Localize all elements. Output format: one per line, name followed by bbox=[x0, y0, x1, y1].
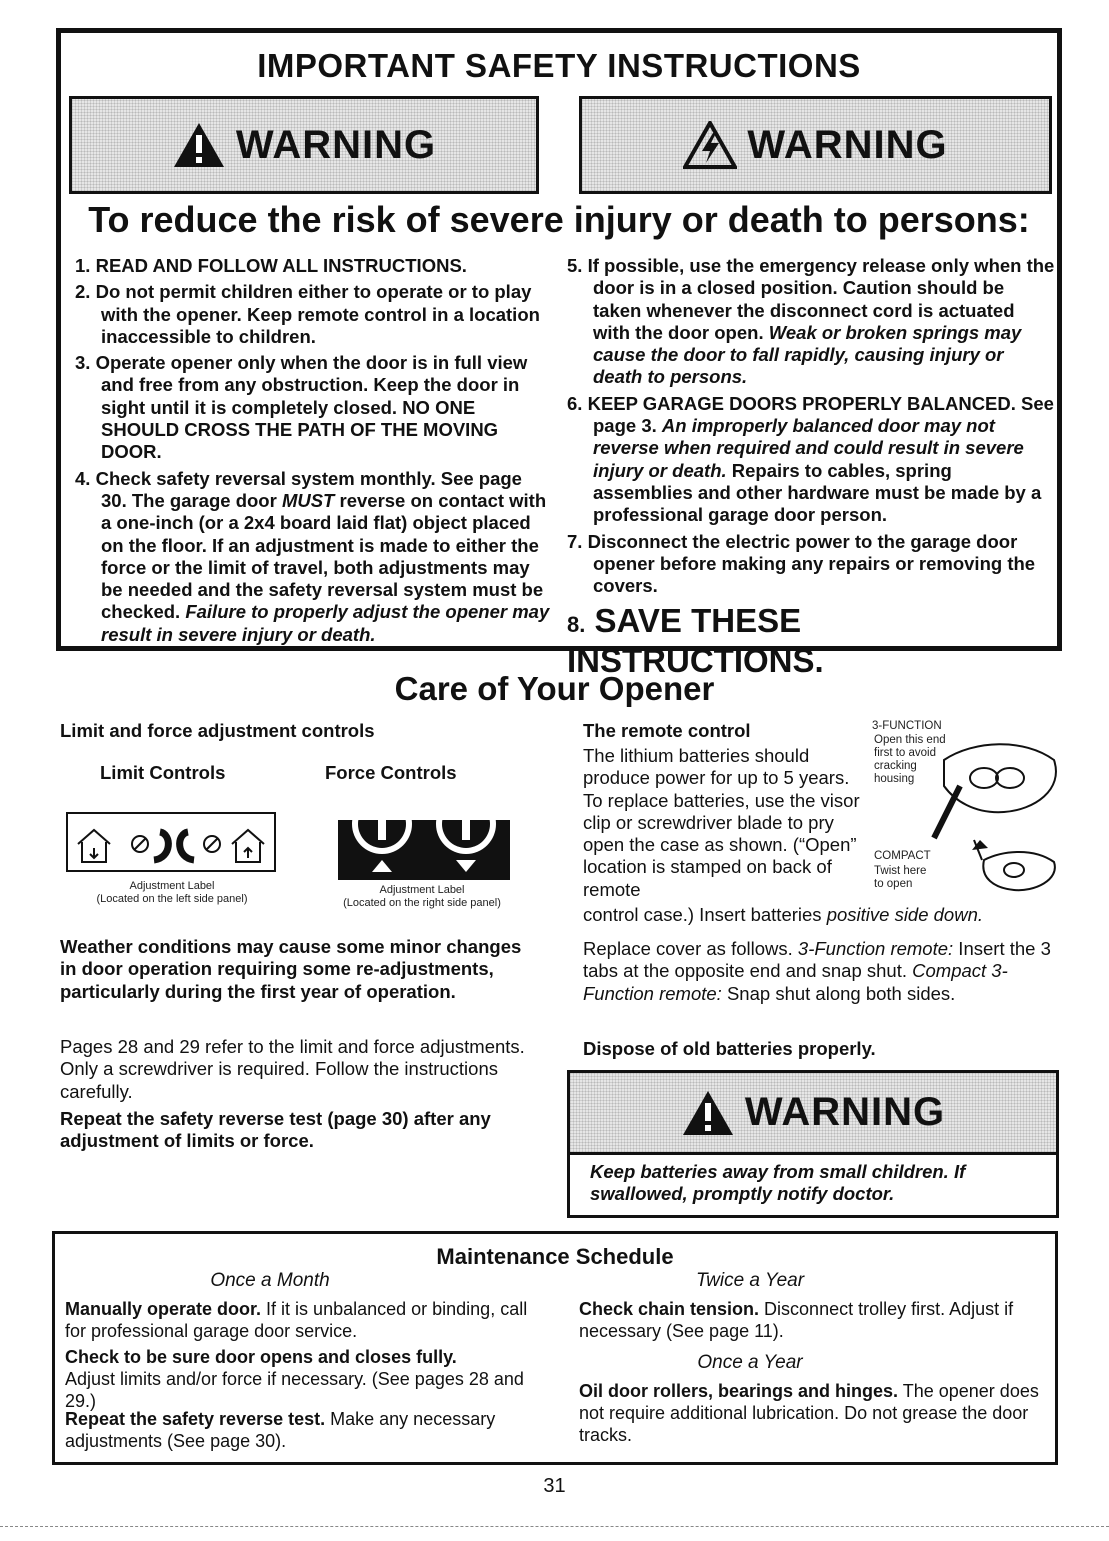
repeat-test-note: Repeat the safety reverse test (page 30) after any adjustment of limits or force. bbox=[60, 1108, 491, 1152]
force-adjustment-label bbox=[338, 820, 510, 880]
maintenance-schedule-box bbox=[52, 1231, 1058, 1465]
bottom-divider bbox=[0, 1526, 1109, 1527]
replace-cover-text: Replace cover as follows. 3-Function remote: Insert the 3 tabs at the opposite end and snap shut. Compact 3-Function remote: Snap shut along both sides. bbox=[583, 938, 1051, 1004]
label-housing: housing bbox=[874, 773, 915, 785]
safety-item-7: 7. Disconnect the electric power to the garage door opener before making any repairs or removing the covers. bbox=[567, 530, 1036, 597]
safety-item-4: 4. Check safety reversal system monthly. See page 30. The garage door MUST reverse on contact with a one-inch (or a 2x4 board laid flat) object placed on the floor. If an adjustment is made to either the force or the limit of travel, both adjustments may be needed and the safety reversal system must be checked. Failure to properly adjust the opener may result in severe injury or death. bbox=[75, 467, 550, 645]
label-cracking: cracking bbox=[874, 760, 917, 772]
warning-banner-left bbox=[69, 96, 539, 194]
safety-list-right bbox=[567, 255, 1055, 683]
battery-warning-banner bbox=[570, 1073, 1056, 1155]
dispose-batteries-note: Dispose of old batteries properly. bbox=[583, 1038, 876, 1059]
limit-caption: Adjustment Label (Located on the left side panel) bbox=[96, 880, 248, 905]
label-first-to-avoid: first to avoid bbox=[874, 747, 936, 759]
safety-item-1: 1. READ AND FOLLOW ALL INSTRUCTIONS. bbox=[75, 255, 467, 276]
battery-warning-label: WARNING bbox=[744, 1090, 946, 1134]
maintenance-item-opens-closes: Check to be sure door opens and closes fully. Adjust limits and/or force if necessary. (See pages 28 and 29.) bbox=[65, 1347, 524, 1411]
warning-banner-right bbox=[579, 96, 1052, 194]
warning-triangle-icon bbox=[172, 121, 226, 169]
limit-controls-icon bbox=[68, 814, 274, 870]
warning-triangle-icon bbox=[681, 1089, 735, 1137]
electric-hazard-icon bbox=[683, 121, 737, 169]
weather-note: Weather conditions may cause some minor changes in door operation requiring some re-adjustments, particularly during the first year of operation. bbox=[60, 936, 522, 1002]
force-controls-label: Force Controls bbox=[325, 762, 457, 783]
force-controls-icon bbox=[338, 820, 510, 880]
once-a-month-heading: Once a Month bbox=[210, 1270, 330, 1291]
adjustment-pages-note: Pages 28 and 29 refer to the limit and force adjustments. Only a screwdriver is required. Follow the instructions carefully. bbox=[60, 1036, 525, 1102]
battery-warning-box bbox=[567, 1070, 1059, 1218]
safety-list-left bbox=[75, 255, 551, 650]
safety-item-3: 3. Operate opener only when the door is in full view and free from any obstruction. Keep the door in sight until it is completely closed. NO ONE SHOULD CROSS THE PATH OF THE MOVING DOOR. bbox=[75, 352, 528, 463]
remote-control-text: The lithium batteries should produce power for up to 5 years. To replace batteries, use the visor clip or screwdriver blade to pry open the case as shown. (“Open” location is stamped on back of remote bbox=[583, 745, 860, 900]
limit-force-heading: Limit and force adjustment controls bbox=[60, 720, 375, 741]
page-number: 31 bbox=[543, 1475, 566, 1497]
remote-illustration bbox=[864, 720, 1064, 900]
maintenance-item-oil: Oil door rollers, bearings and hinges. The opener does not require additional lubrication. Do not grease the door tracks. bbox=[579, 1381, 1039, 1445]
label-to-open: to open bbox=[874, 878, 913, 890]
force-caption: Adjustment Label (Located on the right side panel) bbox=[343, 884, 501, 909]
warning-label-right: WARNING bbox=[747, 122, 948, 167]
safety-title: IMPORTANT SAFETY INSTRUCTIONS bbox=[257, 47, 861, 84]
label-3-function: 3-FUNCTION bbox=[872, 720, 942, 732]
safety-instructions-box bbox=[56, 28, 1062, 680]
limit-controls-label: Limit Controls bbox=[100, 762, 226, 783]
safety-item-5: 5. If possible, use the emergency release only when the door is in a closed position. Caution should be taken whenever the disconnect cord is actuated with the door open. Weak or broken springs may cause the door to fall rapidly, causing injury or death to persons. bbox=[567, 255, 1055, 388]
maintenance-item-manual: Manually operate door. If it is unbalanced or binding, call for professional garage door service. bbox=[65, 1299, 528, 1341]
maintenance-item-chain: Check chain tension. Disconnect trolley first. Adjust if necessary (See page 11). bbox=[579, 1299, 1014, 1341]
label-compact: COMPACT bbox=[874, 850, 931, 862]
label-open-this-end: Open this end bbox=[874, 734, 946, 746]
maintenance-title: Maintenance Schedule bbox=[436, 1244, 674, 1269]
warning-label-left: WARNING bbox=[235, 122, 437, 167]
twice-a-year-heading: Twice a Year bbox=[695, 1270, 805, 1291]
care-title: Care of Your Opener bbox=[394, 670, 715, 707]
risk-heading: To reduce the risk of severe injury or death to persons: bbox=[88, 199, 1030, 240]
once-a-year-heading: Once a Year bbox=[697, 1352, 803, 1373]
remote-control-text-cont: control case.) Insert batteries positive side down. bbox=[583, 904, 984, 925]
save-instructions: 8. SAVE THESE INSTRUCTIONS. bbox=[567, 602, 824, 680]
battery-warning-text: Keep batteries away from small children. If swallowed, promptly notify doctor. bbox=[590, 1161, 966, 1205]
limit-adjustment-label bbox=[66, 812, 276, 872]
label-twist-here: Twist here bbox=[874, 865, 927, 877]
maintenance-item-reverse-test: Repeat the safety reverse test. Make any necessary adjustments (See page 30). bbox=[65, 1409, 496, 1451]
safety-item-2: 2. Do not permit children either to operate or to play with the opener. Keep remote control in a location inaccessible to children. bbox=[75, 281, 540, 347]
remote-control-heading: The remote control bbox=[583, 720, 751, 741]
safety-item-6: 6. KEEP GARAGE DOORS PROPERLY BALANCED. See page 3. An improperly balanced door may not reverse when required and could result in severe injury or death. Repairs to cables, spring assemblies and other hardware must be made by a professional garage door person. bbox=[567, 392, 1054, 526]
